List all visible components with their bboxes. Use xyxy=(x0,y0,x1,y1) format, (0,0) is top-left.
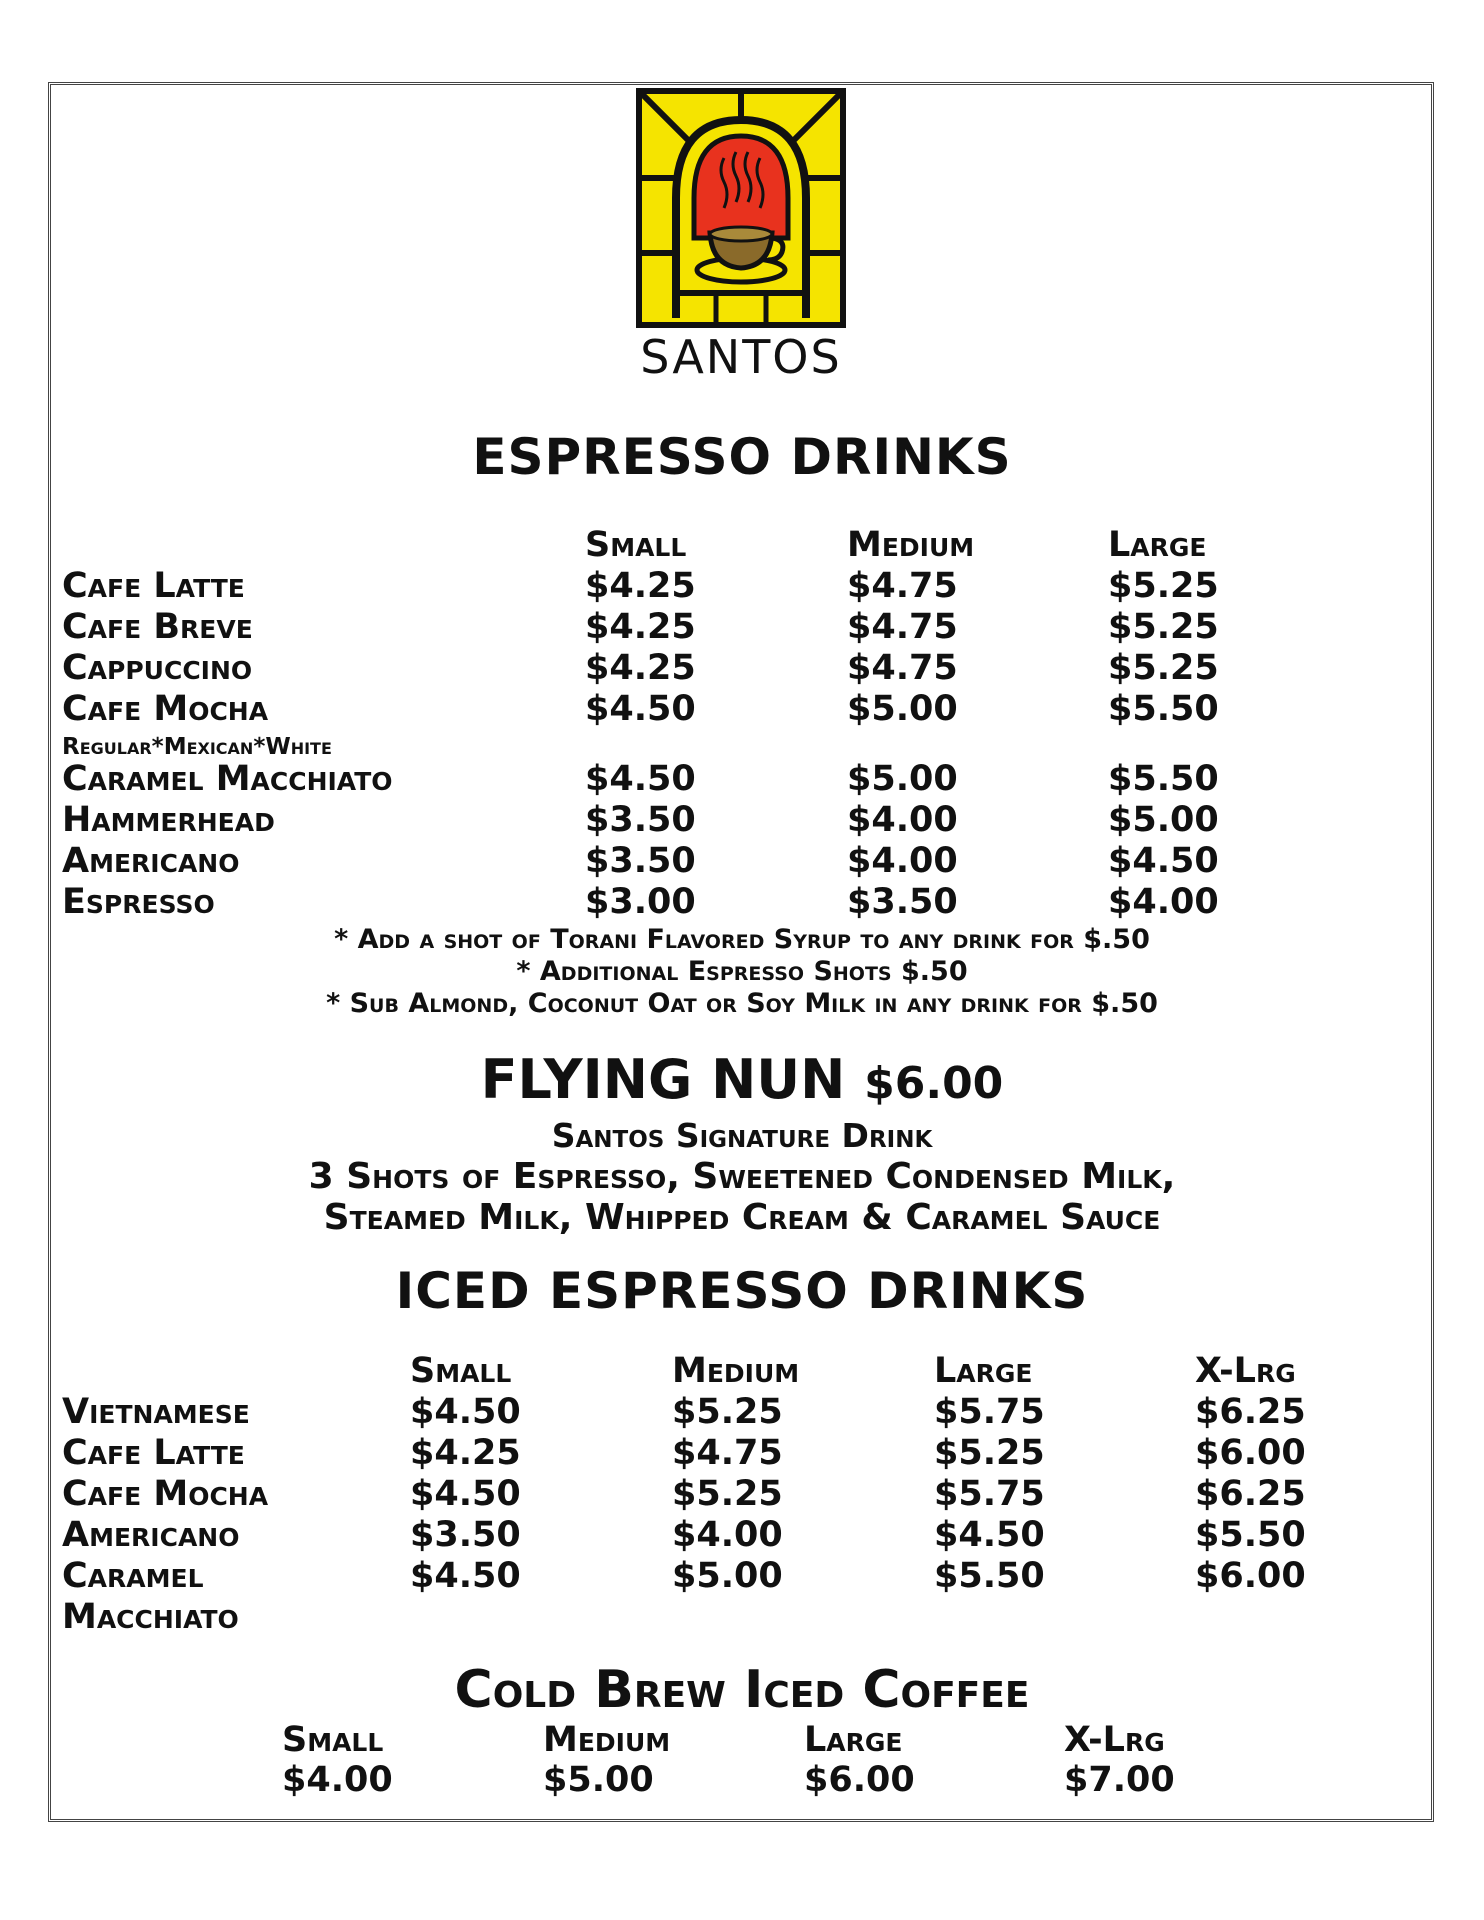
espresso-price: $4.00 xyxy=(847,800,958,840)
iced-price: $4.25 xyxy=(410,1433,521,1473)
flying-nun-heading xyxy=(0,1048,1484,1111)
espresso-price: $4.25 xyxy=(585,648,696,688)
iced-price: $4.50 xyxy=(410,1556,521,1596)
espresso-row-name: Espresso xyxy=(62,882,215,922)
iced-price: $6.25 xyxy=(1195,1474,1306,1514)
espresso-price: $4.25 xyxy=(585,607,696,647)
iced-price: $4.00 xyxy=(672,1515,783,1555)
espresso-price: $3.50 xyxy=(847,882,958,922)
iced-row-name: Cafe Mocha xyxy=(62,1474,269,1514)
espresso-price: $5.50 xyxy=(1108,759,1219,799)
iced-price: $4.50 xyxy=(410,1392,521,1432)
iced-price: $6.25 xyxy=(1195,1392,1306,1432)
iced-price: $3.50 xyxy=(410,1515,521,1555)
iced-price: $5.50 xyxy=(934,1556,1045,1596)
flying-nun-desc-line2: Steamed Milk, Whipped Cream & Caramel Sauce xyxy=(323,1197,1161,1238)
cold-col-medium: Medium xyxy=(543,1720,671,1760)
espresso-price: $4.50 xyxy=(585,759,696,799)
espresso-col-medium: Medium xyxy=(847,525,975,565)
iced-price: $4.50 xyxy=(410,1474,521,1514)
espresso-price: $4.50 xyxy=(1108,841,1219,881)
cold-price: $5.00 xyxy=(543,1760,654,1800)
espresso-price: $5.25 xyxy=(1108,648,1219,688)
espresso-row-name: Cafe Mocha xyxy=(62,689,269,729)
espresso-price: $5.25 xyxy=(1108,566,1219,606)
espresso-price: $5.50 xyxy=(1108,689,1219,729)
logo-wordmark: SANTOS xyxy=(640,330,842,384)
cold-price: $7.00 xyxy=(1064,1760,1175,1800)
iced-row-name: Americano xyxy=(62,1515,240,1555)
espresso-price: $4.50 xyxy=(585,689,696,729)
espresso-price: $4.75 xyxy=(847,566,958,606)
espresso-price: $5.00 xyxy=(847,689,958,729)
espresso-col-small: Small xyxy=(585,525,687,565)
flying-nun-desc-line1: 3 Shots of Espresso, Sweetened Condensed Milk, xyxy=(308,1156,1176,1197)
iced-price: $4.50 xyxy=(934,1515,1045,1555)
cold-brew-title: Cold Brew Iced Coffee xyxy=(454,1660,1030,1720)
iced-price: $4.75 xyxy=(672,1433,783,1473)
espresso-price: $3.50 xyxy=(585,841,696,881)
espresso-row-name: Cafe Latte xyxy=(62,566,245,606)
flying-nun-title: FLYING NUN xyxy=(480,1048,846,1111)
iced-col-medium: Medium xyxy=(672,1351,800,1391)
espresso-price: $3.50 xyxy=(585,800,696,840)
espresso-price: $4.25 xyxy=(585,566,696,606)
espresso-col-large: Large xyxy=(1108,525,1207,565)
iced-row-name-cont: Macchiato xyxy=(62,1597,239,1637)
espresso-row-name: Cafe Breve xyxy=(62,607,253,647)
iced-price: $5.25 xyxy=(672,1392,783,1432)
espresso-price: $3.00 xyxy=(585,882,696,922)
cold-col-large: Large xyxy=(804,1720,903,1760)
cold-price: $4.00 xyxy=(282,1760,393,1800)
espresso-price: $5.00 xyxy=(847,759,958,799)
santos-logo-icon xyxy=(636,88,846,328)
espresso-row-name: Hammerhead xyxy=(62,800,275,840)
cold-price: $6.00 xyxy=(804,1760,915,1800)
espresso-price: $4.00 xyxy=(1108,882,1219,922)
espresso-row-name: Americano xyxy=(62,841,240,881)
syrup-note: * Add a shot of Torani Flavored Syrup to any drink for $.50 xyxy=(334,924,1150,955)
espresso-row-name: Caramel Macchiato xyxy=(62,759,393,799)
espresso-price: $5.00 xyxy=(1108,800,1219,840)
espresso-section-title: ESPRESSO DRINKS xyxy=(472,428,1012,486)
espresso-price: $4.00 xyxy=(847,841,958,881)
iced-price: $5.25 xyxy=(934,1433,1045,1473)
iced-col-large: Large xyxy=(934,1351,1033,1391)
iced-row-name: Cafe Latte xyxy=(62,1433,245,1473)
espresso-price: $4.75 xyxy=(847,648,958,688)
iced-price: $5.75 xyxy=(934,1392,1045,1432)
iced-price: $6.00 xyxy=(1195,1556,1306,1596)
iced-col-small: Small xyxy=(410,1351,512,1391)
iced-row-name: Caramel xyxy=(62,1556,204,1596)
espresso-row-name: Cappuccino xyxy=(62,648,253,688)
iced-price: $5.25 xyxy=(672,1474,783,1514)
espresso-price: $4.75 xyxy=(847,607,958,647)
signature-subtitle: Santos Signature Drink xyxy=(551,1116,933,1155)
iced-row-name: Vietnamese xyxy=(62,1392,250,1432)
milk-sub-note: * Sub Almond, Coconut Oat or Soy Milk in any drink for $.50 xyxy=(326,988,1158,1019)
iced-price: $5.75 xyxy=(934,1474,1045,1514)
cold-col-xlrg: X-Lrg xyxy=(1064,1720,1165,1760)
cold-col-small: Small xyxy=(282,1720,384,1760)
espresso-price: $5.25 xyxy=(1108,607,1219,647)
flying-nun-price: $6.00 xyxy=(864,1058,1004,1109)
iced-price: $5.50 xyxy=(1195,1515,1306,1555)
iced-price: $5.00 xyxy=(672,1556,783,1596)
iced-price: $6.00 xyxy=(1195,1433,1306,1473)
iced-section-title: ICED ESPRESSO DRINKS xyxy=(395,1262,1089,1320)
extra-shot-note: * Additional Espresso Shots $.50 xyxy=(516,956,968,987)
iced-col-xlrg: X-Lrg xyxy=(1195,1351,1296,1391)
mocha-variants-note: Regular*Mexican*White xyxy=(62,734,332,760)
